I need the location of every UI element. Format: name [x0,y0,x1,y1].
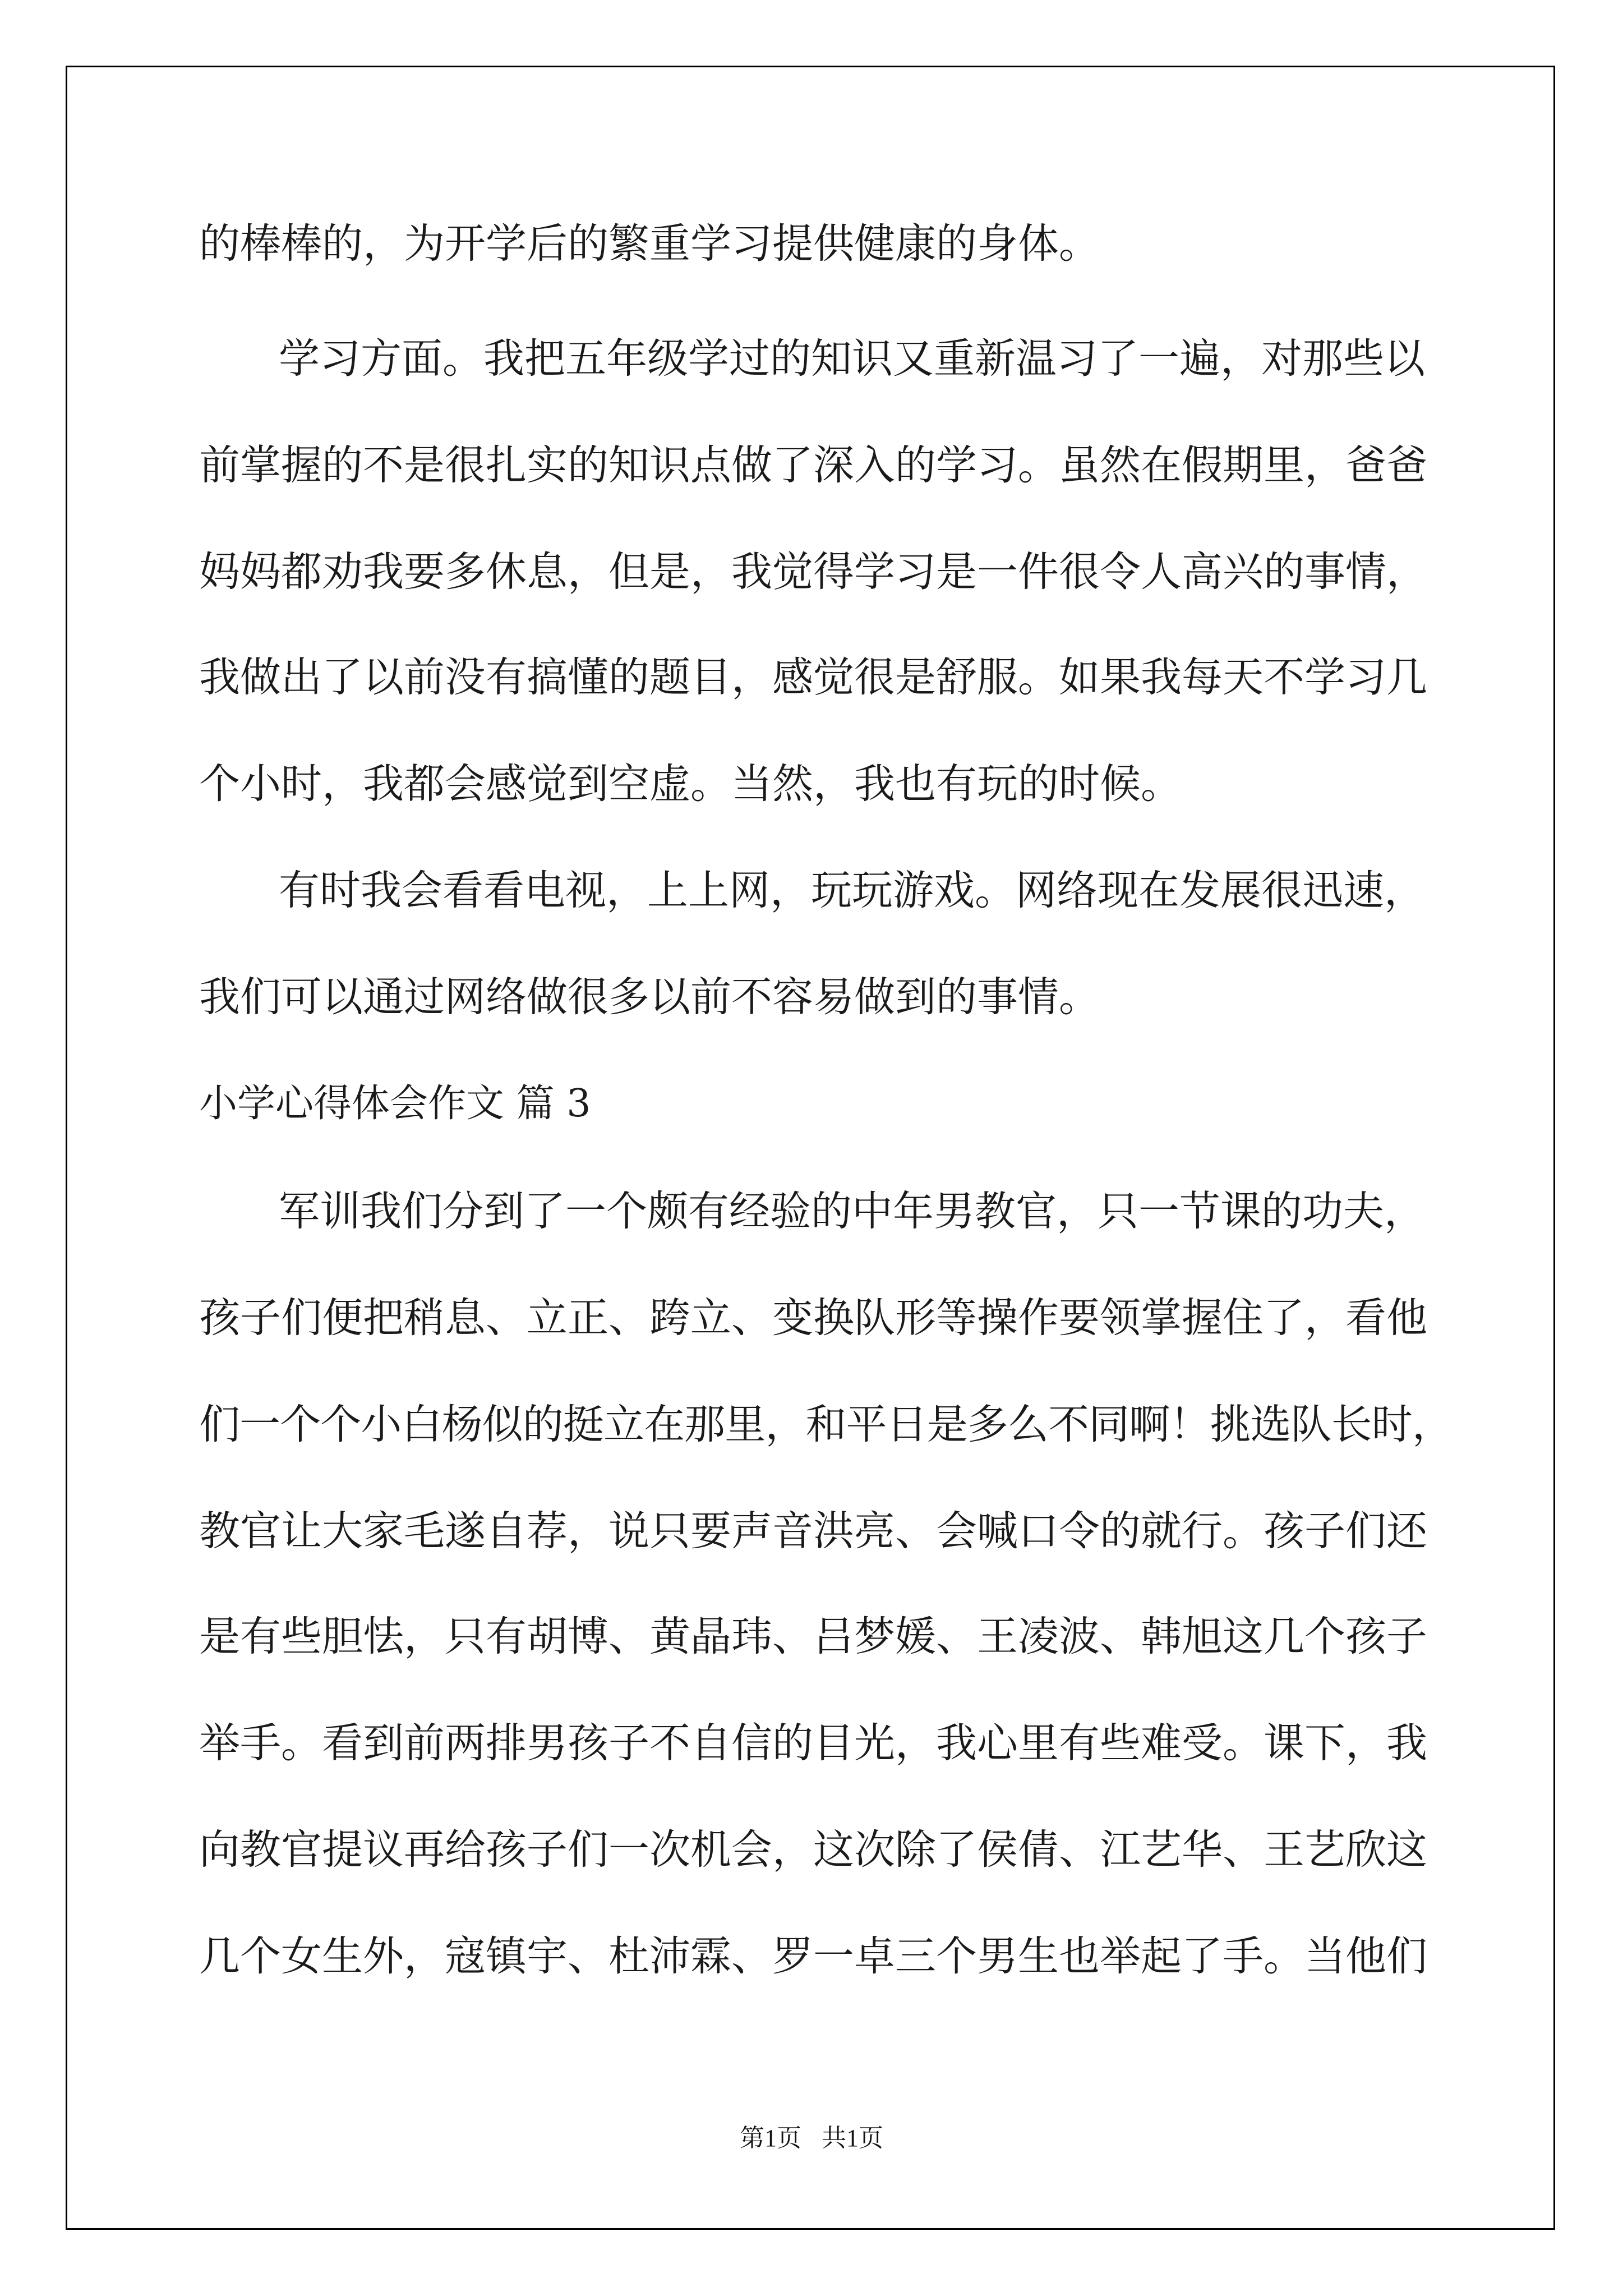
text-line: 个小时，我都会感觉到空虚。当然，我也有玩的时候。 [199,760,1182,808]
text-line: 举手。看到前两排男孩子不自信的目光，我心里有些难受。课下，我 [199,1719,1427,1767]
section-heading: 小学心得体会作文 篇 3 [199,1082,591,1126]
text-line: 教官让大家毛遂自荐，说只要声音洪亮、会喊口令的就行。孩子们还 [199,1507,1427,1555]
page-total: 共1页 [822,2124,883,2152]
text-line: 我们可以通过网络做很多以前不容易做到的事情。 [199,973,1100,1021]
paragraph-line: 有时我会看看电视，上上网，玩玩游戏。网络现在发展很迅速， [279,867,1425,914]
page-footer [0,2122,1623,2155]
paragraph-line: 学习方面。我把五年级学过的知识又重新温习了一遍，对那些以 [279,335,1425,383]
page-border [66,66,1555,2230]
paragraph-line: 军训我们分到了一个颇有经验的中年男教官，只一节课的功夫， [279,1188,1425,1235]
text-line: 们一个个小白杨似的挺立在那里，和平日是多么不同啊！挑选队长时， [199,1401,1453,1448]
text-line: 是有些胆怯，只有胡博、黄晶玮、吕梦媛、王凌波、韩旭这几个孩子 [199,1613,1427,1660]
text-line: 孩子们便把稍息、立正、跨立、变换队形等操作要领掌握住了，看他 [199,1294,1427,1342]
text-line: 前掌握的不是很扎实的知识点做了深入的学习。虽然在假期里，爸爸 [199,441,1427,489]
page-number: 第1页 [740,2124,801,2152]
text-line: 我做出了以前没有搞懂的题目，感觉很是舒服。如果我每天不学习几 [199,654,1427,701]
text-line: 几个女生外，寇镇宇、杜沛霖、罗一卓三个男生也举起了手。当他们 [199,1932,1427,1980]
text-line: 妈妈都劝我要多休息，但是，我觉得学习是一件很令人高兴的事情， [199,548,1427,596]
text-line: 的棒棒的，为开学后的繁重学习提供健康的身体。 [199,220,1100,268]
text-line: 向教官提议再给孩子们一次机会，这次除了侯倩、江艺华、王艺欣这 [199,1826,1427,1874]
